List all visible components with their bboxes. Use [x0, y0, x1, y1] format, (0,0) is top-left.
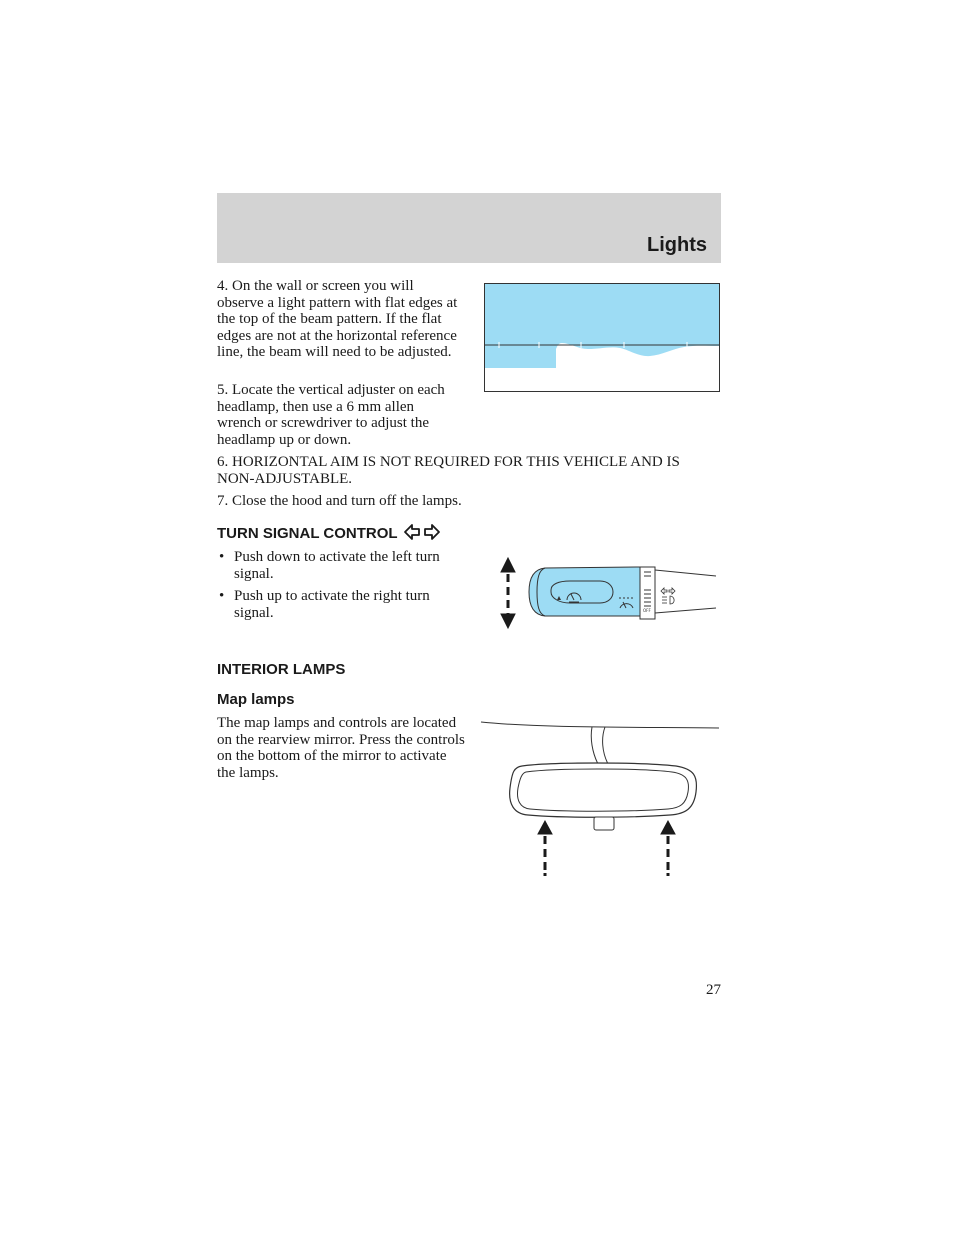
turn-signal-heading — [217, 523, 440, 542]
page-number: 27 — [706, 982, 721, 998]
turn-signal-stalk-illustration — [495, 556, 720, 634]
step-5-text: 5. Locate the vertical adjuster on each headlamp, then use a 6 mm allen wrench or screwdriver to adjust the headlamp up or down. — [217, 382, 445, 448]
turn-signal-heading-label: TURN SIGNAL CONTROL — [217, 525, 398, 542]
headlamp-icon — [662, 596, 674, 604]
step-4-text: 4. On the wall or screen you will observe a light pattern with flat edges at the top of the beam pattern. If the flat edges are not at the horizontal reference line, the beam will need to be adjusted. — [217, 278, 458, 360]
turn-signal-arrows-icon — [404, 523, 440, 541]
interior-lamps-heading: INTERIOR LAMPS — [217, 661, 346, 678]
map-lamps-subheading: Map lamps — [217, 691, 295, 708]
step-6-text: 6. HORIZONTAL AIM IS NOT REQUIRED FOR THIS VEHICLE AND IS NON-ADJUSTABLE. — [217, 454, 680, 487]
turn-signal-bullets — [217, 549, 469, 627]
left-lamp-arrow — [538, 821, 552, 876]
rearview-mirror-illustration — [480, 718, 720, 878]
turn-indicator-icon — [661, 588, 675, 594]
section-title: Lights — [647, 234, 707, 256]
section-header-band — [217, 193, 721, 263]
up-down-arrow — [501, 558, 515, 628]
bullet-left-signal: • Push down to activate the left turn signal. — [217, 549, 469, 582]
right-lamp-arrow — [661, 821, 675, 876]
map-lamps-text: The map lamps and controls are located on the rearview mirror. Press the controls on the bottom of the mirror to activate the lamps. — [217, 715, 465, 781]
beam-pattern-illustration — [484, 283, 720, 392]
stalk-off-label: OFF — [643, 608, 651, 613]
step-7-text: 7. Close the hood and turn off the lamps. — [217, 493, 462, 509]
bullet-right-signal: • Push up to activate the right turn signal. — [217, 588, 469, 621]
